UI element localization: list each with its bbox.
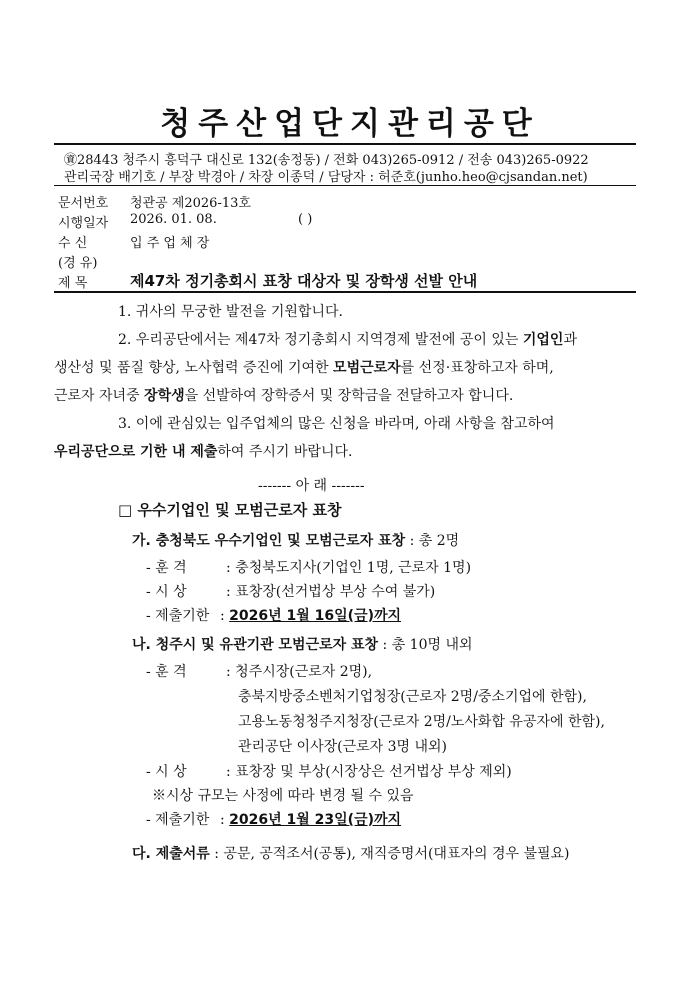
paragraph-2-line-3: 근로자 자녀중 장학생을 선발하여 장학증서 및 장학금을 전달하고자 합니다. [54,388,514,404]
date-paren: ( ) [298,212,313,227]
subject-rule [54,291,636,293]
item-ga-grantor-label: - 훈 격 [146,560,187,576]
staff-line: 관리국장 배기호 / 부장 박경아 / 차장 이종덕 / 담당자 : 허준호(junho.heo@cjsandan.net) [64,170,588,185]
subject: 제47차 정기총회시 표창 대상자 및 장학생 선발 안내 [130,272,478,290]
item-na-grantor-4: 관리공단 이사장(근로자 3명 내외) [238,739,447,755]
header-top-rule [54,143,636,145]
paragraph-1: 1. 귀사의 무궁한 발전을 기원합니다. [118,304,343,320]
item-ga-award: : 표창장(선거법상 부상 수여 불가) [226,584,436,600]
address-line: ㊮28443 청주시 흥덕구 대신로 132(송정동) / 전화 043)265-0912 / 전송 043)265-0922 [64,153,589,168]
item-ga-deadline-label: - 제출기한 [146,608,210,624]
item-na-note: ※시상 규모는 사정에 따라 변경 될 수 있음 [152,788,414,804]
item-na-award: : 표창장 및 부상(시장상은 선거법상 부상 제외) [226,764,512,780]
item-na-grantor-label: - 훈 격 [146,664,187,680]
paragraph-2-line-1: 2. 우리공단에서는 제47차 정기총회시 지역경제 발전에 공이 있는 기업인과 [118,332,577,348]
paragraph-3-line-1: 3. 이에 관심있는 입주업체의 많은 신청을 바라며, 아래 사항을 참고하여 [118,416,555,432]
item-ga-grantor: : 충청북도지사(기업인 1명, 근로자 1명) [226,560,472,576]
doc-no: 청관공 제2026-13호 [130,196,251,211]
item-ga-heading: 가. 충청북도 우수기업인 및 모범근로자 표창 : 총 2명 [132,533,460,549]
item-na-grantor-2: 충북지방중소벤처기업청장(근로자 2명/중소기업에 한함), [238,689,587,705]
item-na-heading: 나. 청주시 및 유관기관 모범근로자 표창 : 총 10명 내외 [132,637,473,653]
recipient-label: 수 신 [58,236,88,251]
subject-label: 제 목 [58,276,88,291]
header-bottom-rule [54,185,636,186]
item-na-grantor-1: : 청주시장(근로자 2명), [226,664,373,680]
item-ga-award-label: - 시 상 [146,584,187,600]
recipient: 입 주 업 체 장 [130,236,210,251]
date-label: 시행일자 [58,216,109,231]
item-na-deadline-label: - 제출기한 [146,812,210,828]
via-label: (경 유) [58,256,98,271]
org-title: 청주산업단지관리공단 [160,106,540,142]
paragraph-2-line-2: 생산성 및 품질 향상, 노사협력 증진에 기여한 모범근로자를 선정·표창하고자 하며, [54,360,554,376]
item-na-deadline: : 2026년 1월 23일(금)까지 [220,812,402,828]
issue-date: 2026. 01. 08. [130,212,217,227]
doc-no-label: 문서번호 [58,196,109,211]
item-da-heading: 다. 제출서류 : 공문, 공적조서(공통), 재직증명서(대표자의 경우 불필요) [132,846,570,862]
item-na-award-label: - 시 상 [146,764,187,780]
paragraph-3-line-2: 우리공단으로 기한 내 제출하여 주시기 바랍니다. [54,444,353,460]
below-marker: ------- 아 래 ------- [258,478,365,494]
item-na-grantor-3: 고용노동청청주지청장(근로자 2명/노사화합 유공자에 한함), [238,714,605,730]
section-title: □ 우수기업인 및 모범근로자 표창 [118,501,342,519]
item-ga-deadline: : 2026년 1월 16일(금)까지 [220,608,402,624]
